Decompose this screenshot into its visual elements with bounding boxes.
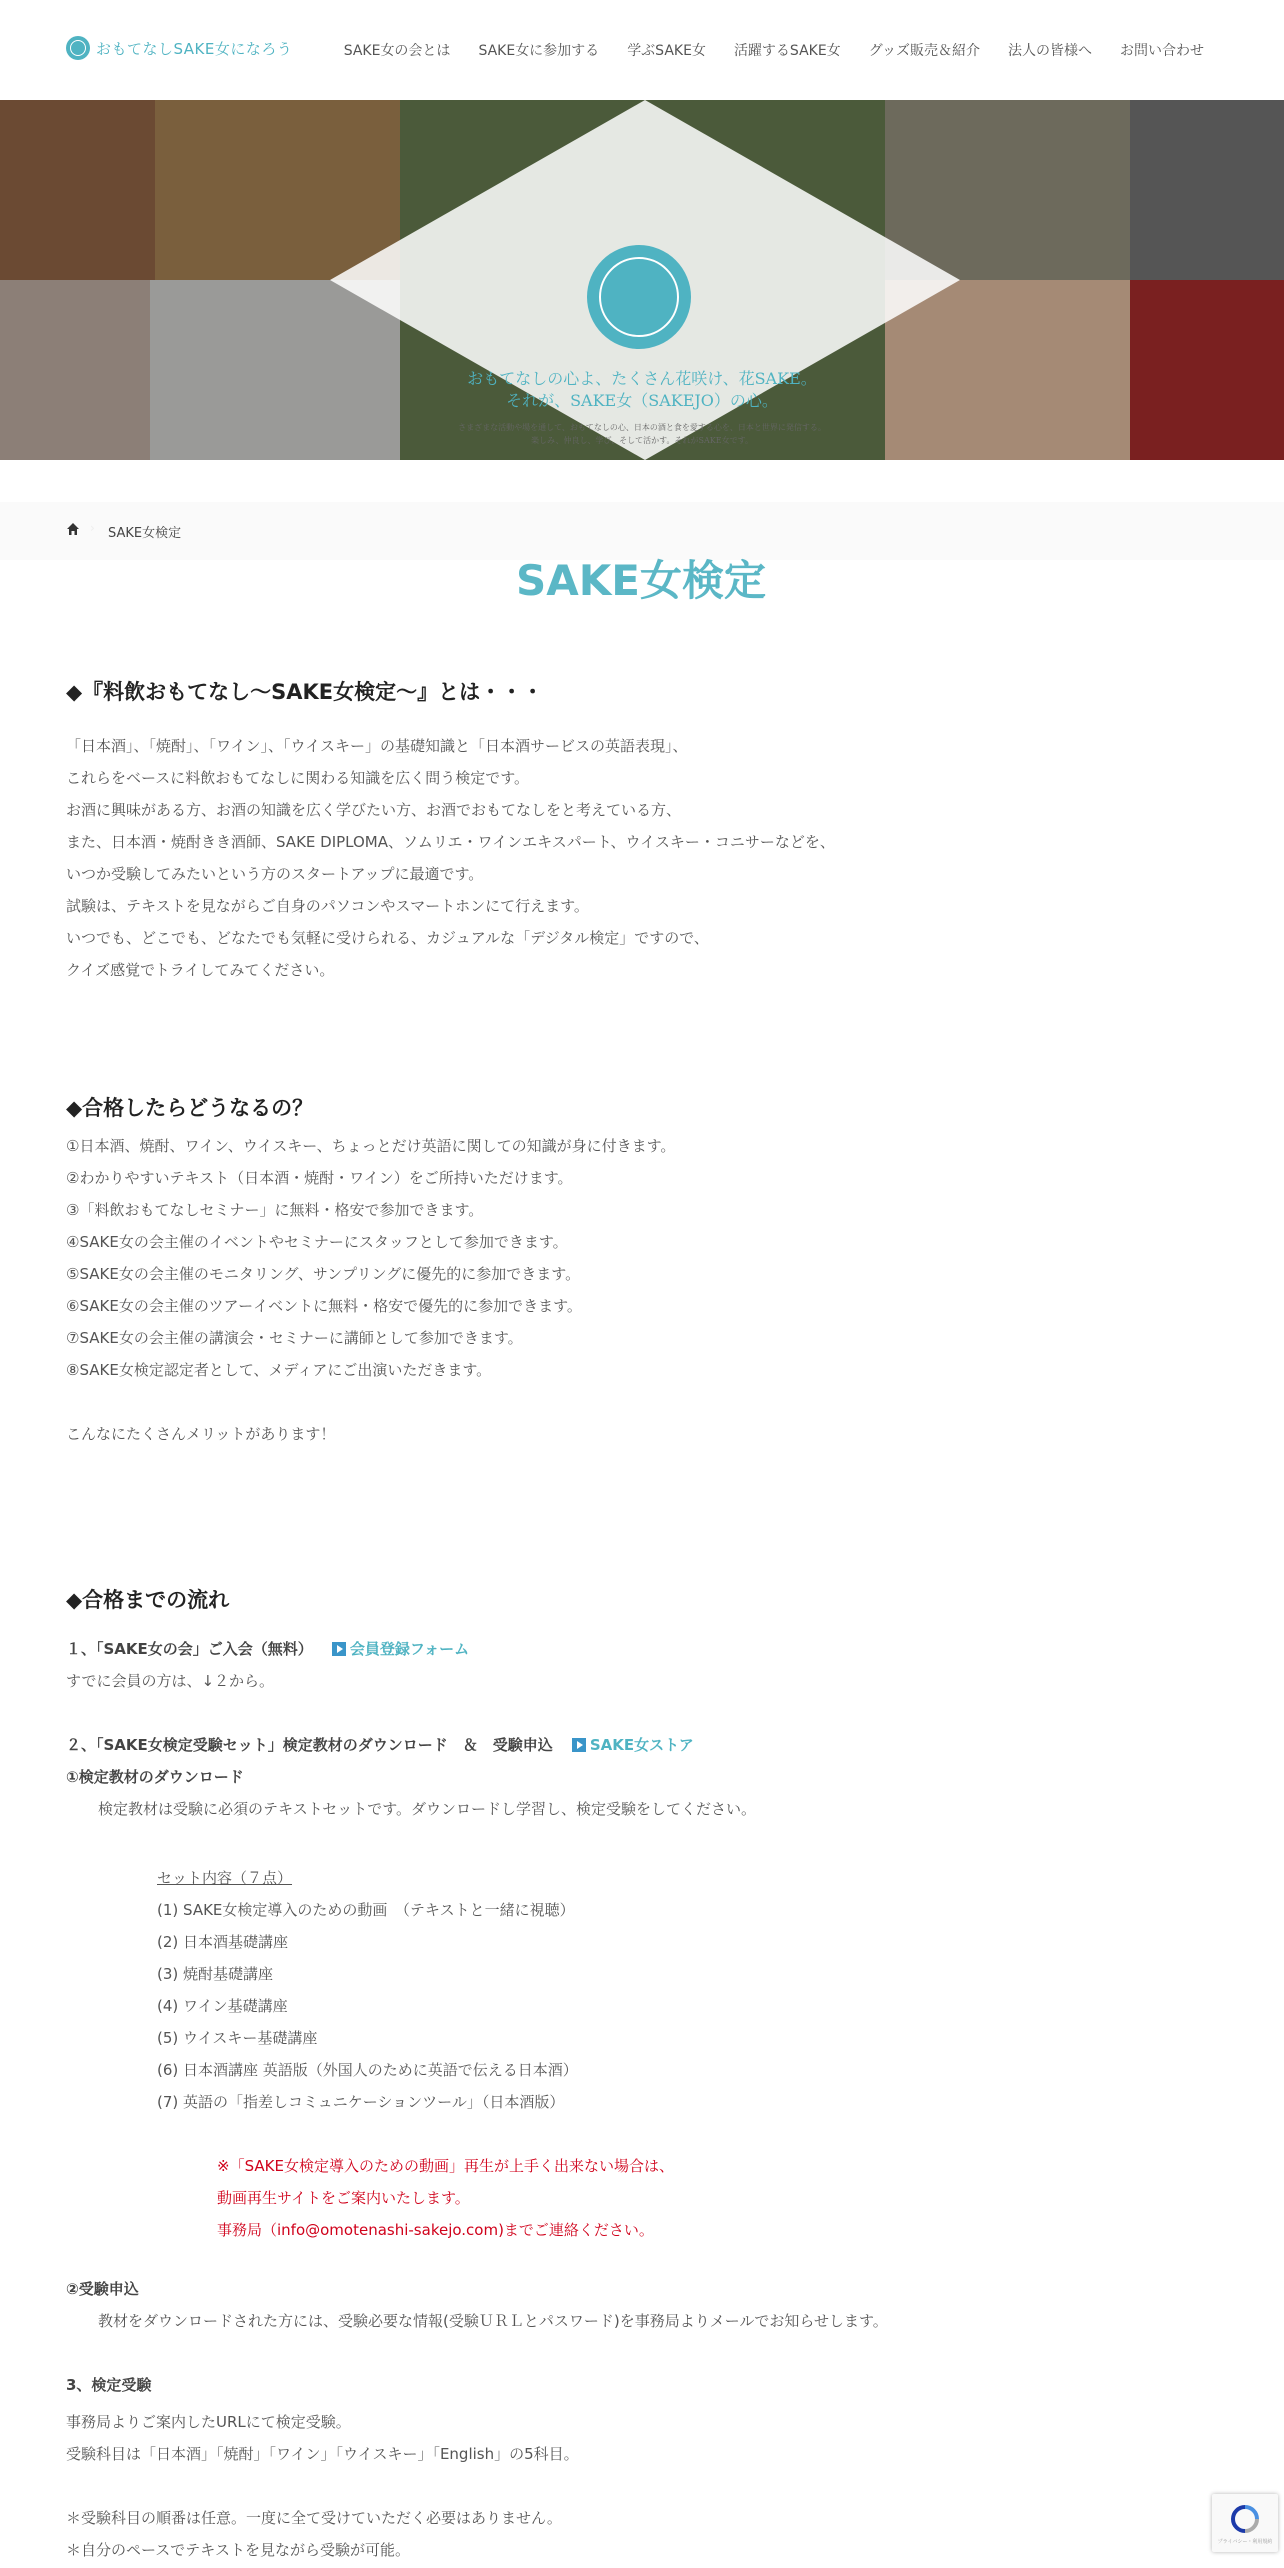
hero-description-1: さまざまな活動や場を通して、おもてなしの心、日本の酒と食を愛する心を、日本と世界に発信する。 — [458, 423, 826, 432]
logo-text: おもてなしSAKE女になろう — [96, 39, 293, 58]
member-registration-link[interactable]: 会員登録フォーム — [332, 1640, 469, 1658]
about-line: 試験は、テキストを見ながらご自身のパソコンやスマートホンにて行えます。 — [66, 897, 589, 915]
step1-note: すでに会員の方は、↓２から。 — [66, 1672, 275, 1690]
merit-item: ③「料飲おもてなしセミナー」に無料・格安で参加できます。 — [66, 1201, 484, 1219]
set-item: (1) SAKE女検定導入のための動画 （テキストと一緒に視聴） — [157, 1901, 575, 1919]
main-nav — [344, 40, 1204, 60]
merit-item: ①日本酒、焼酎、ワイン、ウイスキー、ちょっとだけ英語に関しての知識が身に付きます。 — [66, 1137, 676, 1155]
play-icon — [332, 1642, 346, 1656]
breadcrumb-separator-icon: › — [90, 521, 95, 535]
hero-emblem-icon — [587, 245, 691, 349]
set-title: セット内容（７点） — [157, 1869, 293, 1887]
about-line: いつでも、どこでも、どなたでも気軽に受けられる、カジュアルな「デジタル検定」ですので、 — [66, 929, 709, 947]
hero-photo-7 — [1130, 100, 1284, 280]
merit-item: ⑧SAKE女検定認定者として、メディアにご出演いただきます。 — [66, 1361, 492, 1379]
about-line: これらをベースに料飲おもてなしに関わる知識を広く問う検定です。 — [66, 769, 530, 787]
nav-item-join[interactable]: SAKE女に参加する — [478, 43, 600, 59]
play-icon — [572, 1738, 586, 1752]
step3-label: 3、検定受験 — [66, 2376, 152, 2394]
step3-text — [66, 2406, 579, 2566]
about-line: お酒に興味がある方、お酒の知識を広く学びたい方、お酒でおもてなしをと考えている方、 — [66, 801, 682, 819]
section-about-text — [66, 730, 835, 986]
hero-tagline-1: おもてなしの心よ、たくさん花咲け、花SAKE。 — [467, 369, 817, 388]
merit-item: ⑦SAKE女の会主催の講演会・セミナーに講師として参加できます。 — [66, 1329, 523, 1347]
set-item: (2) 日本酒基礎講座 — [157, 1933, 289, 1951]
hero-photo-9 — [1130, 280, 1284, 460]
merit-item: ⑥SAKE女の会主催のツアーイベントに無料・格安で優先的に参加できます。 — [66, 1297, 582, 1315]
hero-photo-3 — [0, 280, 150, 460]
merit-item: ⑤SAKE女の会主催のモニタリング、サンプリングに優先的に参加できます。 — [66, 1265, 581, 1283]
nav-item-about[interactable]: SAKE女の会とは — [343, 43, 451, 59]
hero-tagline-2: それが、SAKE女（SAKEJO）の心。 — [506, 391, 778, 410]
section-merits-heading: ◆合格したらどうなるの？ — [66, 1096, 314, 1120]
section-about-heading: ◆『料飲おもてなし～SAKE女検定～』とは・・・ — [66, 680, 544, 704]
hero-photo-1 — [0, 100, 155, 280]
nav-item-learn[interactable]: 学ぶSAKE女 — [627, 43, 706, 59]
section-merits-list — [66, 1130, 675, 1450]
merit-item: ④SAKE女の会主催のイベントやセミナーにスタッフとして参加できます。 — [66, 1233, 568, 1251]
nav-item-contact[interactable]: お問い合わせ — [1120, 43, 1204, 59]
set-contents — [157, 1862, 578, 2118]
video-notice — [217, 2150, 674, 2246]
set-item: (7) 英語の「指差しコミュニケーションツール」（日本酒版） — [157, 2093, 565, 2111]
notice-line: ※「SAKE女検定導入のための動画」再生が上手く出来ない場合は、 — [217, 2157, 674, 2175]
section-flow-heading: ◆合格までの流れ — [66, 1588, 230, 1612]
notice-line: 事務局（info@omotenashi-sakejo.com)までご連絡ください。 — [217, 2221, 654, 2239]
merit-item: ②わかりやすいテキスト（日本酒・焼酎・ワイン）をご所持いただけます。 — [66, 1169, 573, 1187]
exam-note: ＊受験科目の順番は任意。一度に全て受けていただく必要はありません。 — [66, 2509, 562, 2527]
nav-item-goods[interactable]: グッズ販売＆紹介 — [868, 43, 980, 59]
set-item: (6) 日本酒講座 英語版（外国人のために英語で伝える日本酒） — [157, 2061, 578, 2079]
recaptcha-label: プライバシー・利用規約 — [1217, 2539, 1273, 2545]
nav-item-active[interactable]: 活躍するSAKE女 — [733, 43, 841, 59]
exam-note: ＊自分のペースでテキストを見ながら受験が可能。 — [66, 2541, 410, 2559]
site-header — [0, 0, 1284, 100]
about-line: また、日本酒・焼酎きき酒師、SAKE DIPLOMA、ソムリエ・ワインエキスパート、ウイスキー・コニサーなどを、 — [66, 833, 835, 851]
download-description: 検定教材は受験に必須のテキストセットです。ダウンロードし学習し、検定受験をしてください。 — [98, 1800, 757, 1818]
step1-row — [66, 1638, 469, 1670]
merits-closing: こんなにたくさんメリットがあります！ — [66, 1425, 336, 1443]
page-title: SAKE女検定 — [516, 556, 766, 605]
hero-banner — [0, 100, 1284, 541]
home-icon[interactable] — [66, 522, 80, 536]
apply-description: 教材をダウンロードされた方には、受験必要な情報(受験ＵＲＬとパスワード)を事務局よりメールでお知らせします。 — [98, 2312, 888, 2330]
step2-label: ２、「SAKE女検定受験セット」検定教材のダウンロード ＆ 受験申込 — [66, 1736, 553, 1754]
recaptcha-badge[interactable] — [1212, 2494, 1278, 2552]
about-line: いつか受験してみたいという方のスタートアップに最適です。 — [66, 865, 484, 883]
apply-heading: ②受験申込 — [66, 2280, 139, 2298]
breadcrumb-current: SAKE女検定 — [108, 526, 182, 541]
step1-label: １、「SAKE女の会」ご入会（無料） — [66, 1640, 313, 1658]
site-logo[interactable] — [66, 36, 292, 60]
set-item: (3) 焼酎基礎講座 — [157, 1965, 274, 1983]
step3-line: 事務局よりご案内したURLにて検定受験。 — [66, 2413, 351, 2431]
step2-row — [66, 1734, 694, 1766]
set-item: (4) ワイン基礎講座 — [157, 1997, 288, 2015]
hero-description-2: 楽しみ、仲良し、学び、そして活かす。それがSAKE女です。 — [531, 436, 753, 445]
notice-line: 動画再生サイトをご案内いたします。 — [217, 2189, 470, 2207]
download-heading: ①検定教材のダウンロード — [66, 1768, 244, 1786]
nav-item-corporate[interactable]: 法人の皆様へ — [1008, 43, 1092, 59]
logo-emblem-icon — [66, 36, 90, 60]
set-item: (5) ウイスキー基礎講座 — [157, 2029, 318, 2047]
recaptcha-icon — [1230, 2504, 1260, 2534]
about-line: 「日本酒」、「焼酎」、「ワイン」、「ウイスキー」の基礎知識と「日本酒サービスの英語表現」、 — [66, 737, 688, 755]
step3-line: 受験科目は「日本酒」「焼酎」「ワイン」「ウイスキー」「English」の5科目。 — [66, 2445, 579, 2463]
about-line: クイズ感覚でトライしてみてください。 — [66, 961, 335, 979]
sakejo-store-link[interactable]: SAKE女ストア — [572, 1736, 694, 1754]
